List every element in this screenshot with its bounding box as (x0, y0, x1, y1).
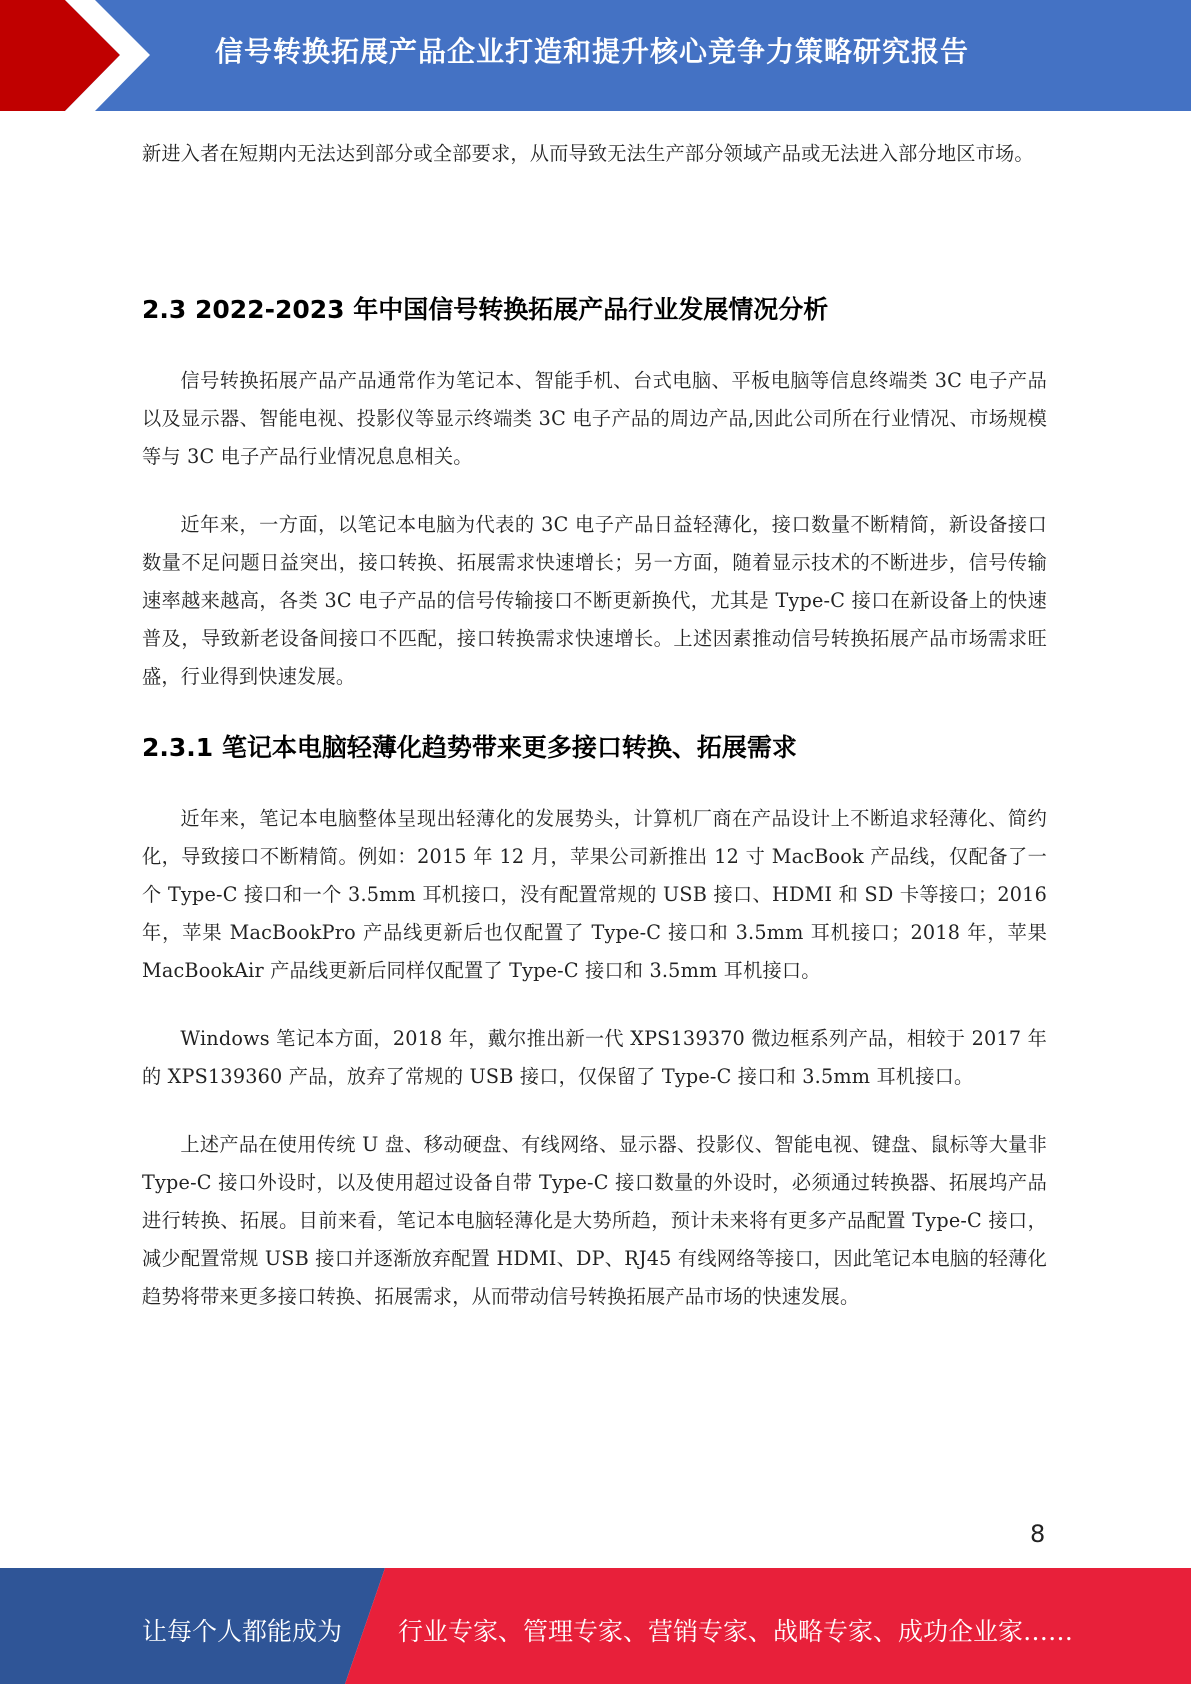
intro-paragraph-block (142, 135, 1047, 173)
header-arrow-icon (0, 0, 160, 111)
intro-paragraph: 新进入者在短期内无法达到部分或全部要求，从而导致无法生产部分领域产品或无法进入部分地区市场。 (142, 142, 1034, 165)
page-number: 8 (1030, 1520, 1046, 1548)
page-footer (0, 1568, 1191, 1684)
paragraph-2-3-1-a: 近年来，笔记本电脑整体呈现出轻薄化的发展势头，计算机厂商在产品设计上不断追求轻薄化、简约化，导致接口不断精简。例如：2015 年 12 月，苹果公司新推出 12 寸 MacBook 产品线，仅配备了一个 Type-C 接口和一个 3.5mm 耳机接口，没有配置常规的 USB 接口、HDMI 和 SD 卡等接口；2016 年，苹果 MacBookPro 产品线更新后也仅配置了 Type-C 接口和 3.5mm 耳机接口；2018 年，苹果 MacBookAir 产品线更新后同样仅配置了 Type-C 接口和 3.5mm 耳机接口。 (142, 807, 1047, 982)
paragraph-2-3-b: 近年来，一方面，以笔记本电脑为代表的 3C 电子产品日益轻薄化，接口数量不断精简，新设备接口数量不足问题日益突出，接口转换、拓展需求快速增长；另一方面，随着显示技术的不断进步，信号传输速率越来越高，各类 3C 电子产品的信号传输接口不断更新换代，尤其是 Type-C 接口在新设备上的快速普及，导致新老设备间接口不匹配，接口转换需求快速增长。上述因素推动信号转换拓展产品市场需求旺盛，行业得到快速发展。 (142, 513, 1047, 688)
paragraph-2-3-1-b: Windows 笔记本方面，2018 年，戴尔推出新一代 XPS139370 微边框系列产品，相较于 2017 年的 XPS139360 产品，放弃了常规的 USB 接口，仅保留了 Type-C 接口和 3.5mm 耳机接口。 (142, 1027, 1047, 1088)
page-header (0, 0, 1191, 111)
footer-slogan-left: 让每个人都能成为 (142, 1617, 343, 1646)
section-2-3-1-heading-block (142, 728, 1047, 764)
footer-slogan-right: 行业专家、管理专家、营销专家、战略专家、成功企业家…… (398, 1617, 1074, 1646)
section-heading-2-3: 2.3 2022-2023 年中国信号转换拓展产品行业发展情况分析 (142, 295, 829, 324)
section-2-3-1-body (142, 800, 1047, 1316)
section-2-3-heading-block (142, 290, 1047, 326)
header-title: 信号转换拓展产品企业打造和提升核心竞争力策略研究报告 (215, 35, 970, 68)
paragraph-2-3-a: 信号转换拓展产品产品通常作为笔记本、智能手机、台式电脑、平板电脑等信息终端类 3C 电子产品以及显示器、智能电视、投影仪等显示终端类 3C 电子产品的周边产品,因此公司所在行业情况、市场规模等与 3C 电子产品行业情况息息相关。 (142, 369, 1047, 468)
section-2-3-body (142, 362, 1047, 696)
paragraph-2-3-1-c: 上述产品在使用传统 U 盘、移动硬盘、有线网络、显示器、投影仪、智能电视、键盘、鼠标等大量非 Type-C 接口外设时，以及使用超过设备自带 Type-C 接口数量的外设时，必须通过转换器、拓展坞产品进行转换、拓展。目前来看，笔记本电脑轻薄化是大势所趋，预计未来将有更多产品配置 Type-C 接口，减少配置常规 USB 接口并逐渐放弃配置 HDMI、DP、RJ45 有线网络等接口，因此笔记本电脑的轻薄化趋势将带来更多接口转换、拓展需求，从而带动信号转换拓展产品市场的快速发展。 (142, 1133, 1047, 1308)
section-heading-2-3-1: 2.3.1 笔记本电脑轻薄化趋势带来更多接口转换、拓展需求 (142, 733, 797, 762)
